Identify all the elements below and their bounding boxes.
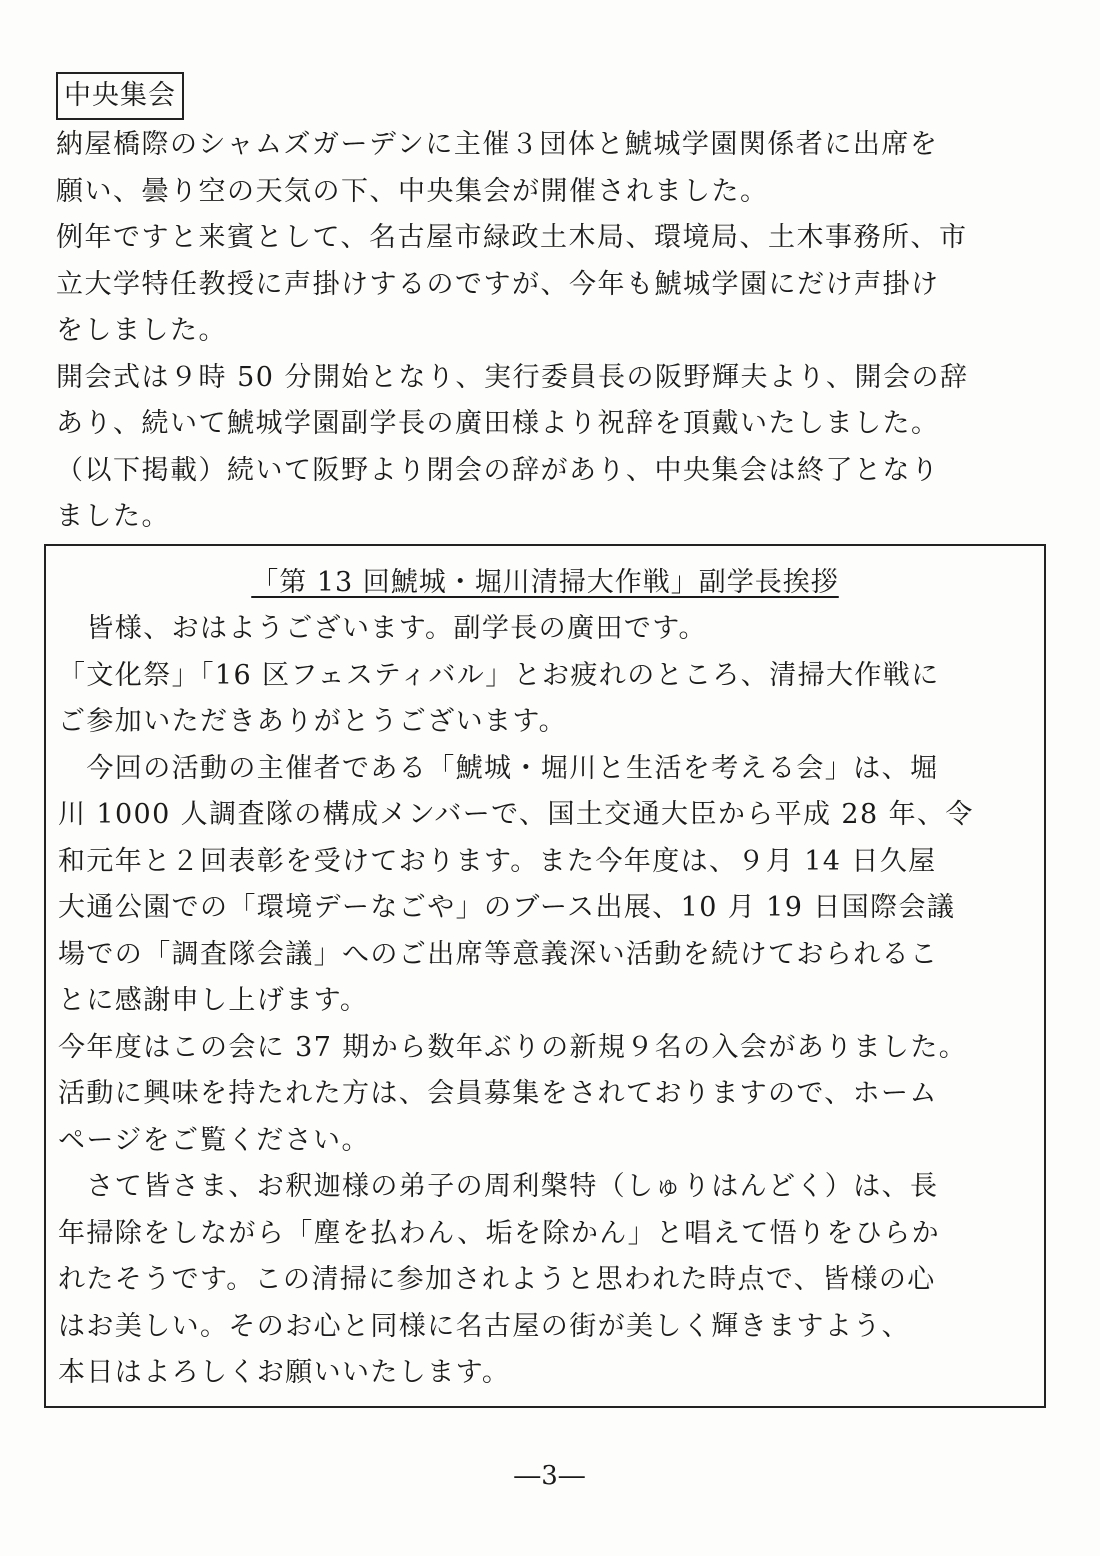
speech-line: 和元年と２回表彰を受けております。また今年度は、９月 14 日久屋 (58, 845, 937, 877)
section-label: 中央集会 (56, 72, 184, 120)
intro-line: 例年ですと来賓として、名古屋市緑政土木局、環境局、土木事務所、市 (56, 222, 968, 253)
speech-line: 川 1000 人調査隊の構成メンバーで、国土交通大臣から平成 28 年、令 (58, 799, 974, 830)
speech-line: はお美しい。そのお心と同様に名古屋の街が美しく輝きますよう、 (58, 1310, 910, 1342)
speech-line: 「文化祭」「16 区フェスティバル」とお疲れのところ、清掃大作戦に (58, 659, 940, 691)
speech-box (44, 544, 1046, 1408)
speech-line: 大通公園での「環境デーなごや」のブース出展、10 月 19 日国際会議 (58, 892, 956, 923)
intro-line: 納屋橋際のシャムズガーデンに主催３団体と鯱城学園関係者に出席を (56, 129, 939, 160)
speech-line: ページをご覧ください。 (58, 1124, 370, 1156)
intro-line: ました。 (56, 501, 170, 532)
intro-line: 願い、曇り空の天気の下、中央集会が開催されました。 (56, 175, 769, 207)
intro-paragraph (56, 122, 1046, 541)
speech-title (46, 560, 1044, 606)
intro-line: （以下掲載）続いて阪野より閉会の辞があり、中央集会は終了となり (56, 454, 940, 486)
speech-line: さて皆さま、お釈迦様の弟子の周利槃特（しゅりはんどく）は、長 (58, 1171, 939, 1202)
speech-title-text: 「第 13 回鯱城・堀川清掃大作戦」副学長挨拶 (251, 567, 839, 598)
page-number: ―3― (514, 1461, 586, 1491)
speech-line: とに感謝申し上げます。 (58, 985, 369, 1016)
intro-line: あり、続いて鯱城学園副学長の廣田様より祝辞を頂戴いたしました。 (56, 408, 940, 439)
speech-line: れたそうです。この清掃に参加されようと思われた時点で、皆様の心 (58, 1264, 936, 1295)
speech-line: ご参加いただきありがとうございます。 (58, 706, 568, 737)
speech-line: 活動に興味を持たれた方は、会員募集をされておりますので、ホーム (58, 1078, 938, 1109)
speech-line: 今年度はこの会に 37 期から数年ぶりの新規９名の入会がありました。 (58, 1031, 968, 1063)
speech-line: 本日はよろしくお願いいたします。 (58, 1357, 511, 1388)
speech-line: 今回の活動の主催者である「鯱城・堀川と生活を考える会」は、堀 (58, 752, 939, 784)
speech-body (58, 606, 1038, 1397)
intro-line: をしました。 (56, 315, 227, 346)
speech-line: 年掃除をしながら「塵を払わん、垢を除かん」と唱えて悟りをひらか (58, 1217, 941, 1249)
intro-line: 開会式は９時 50 分開始となり、実行委員長の阪野輝夫より、開会の辞 (56, 361, 969, 393)
intro-line: 立大学特任教授に声掛けするのですが、今年も鯱城学園にだけ声掛け (56, 268, 940, 300)
speech-line: 皆様、おはようございます。副学長の廣田です。 (58, 613, 707, 644)
speech-line: 場での「調査隊会議」へのご出席等意義深い活動を続けておられるこ (58, 938, 939, 970)
